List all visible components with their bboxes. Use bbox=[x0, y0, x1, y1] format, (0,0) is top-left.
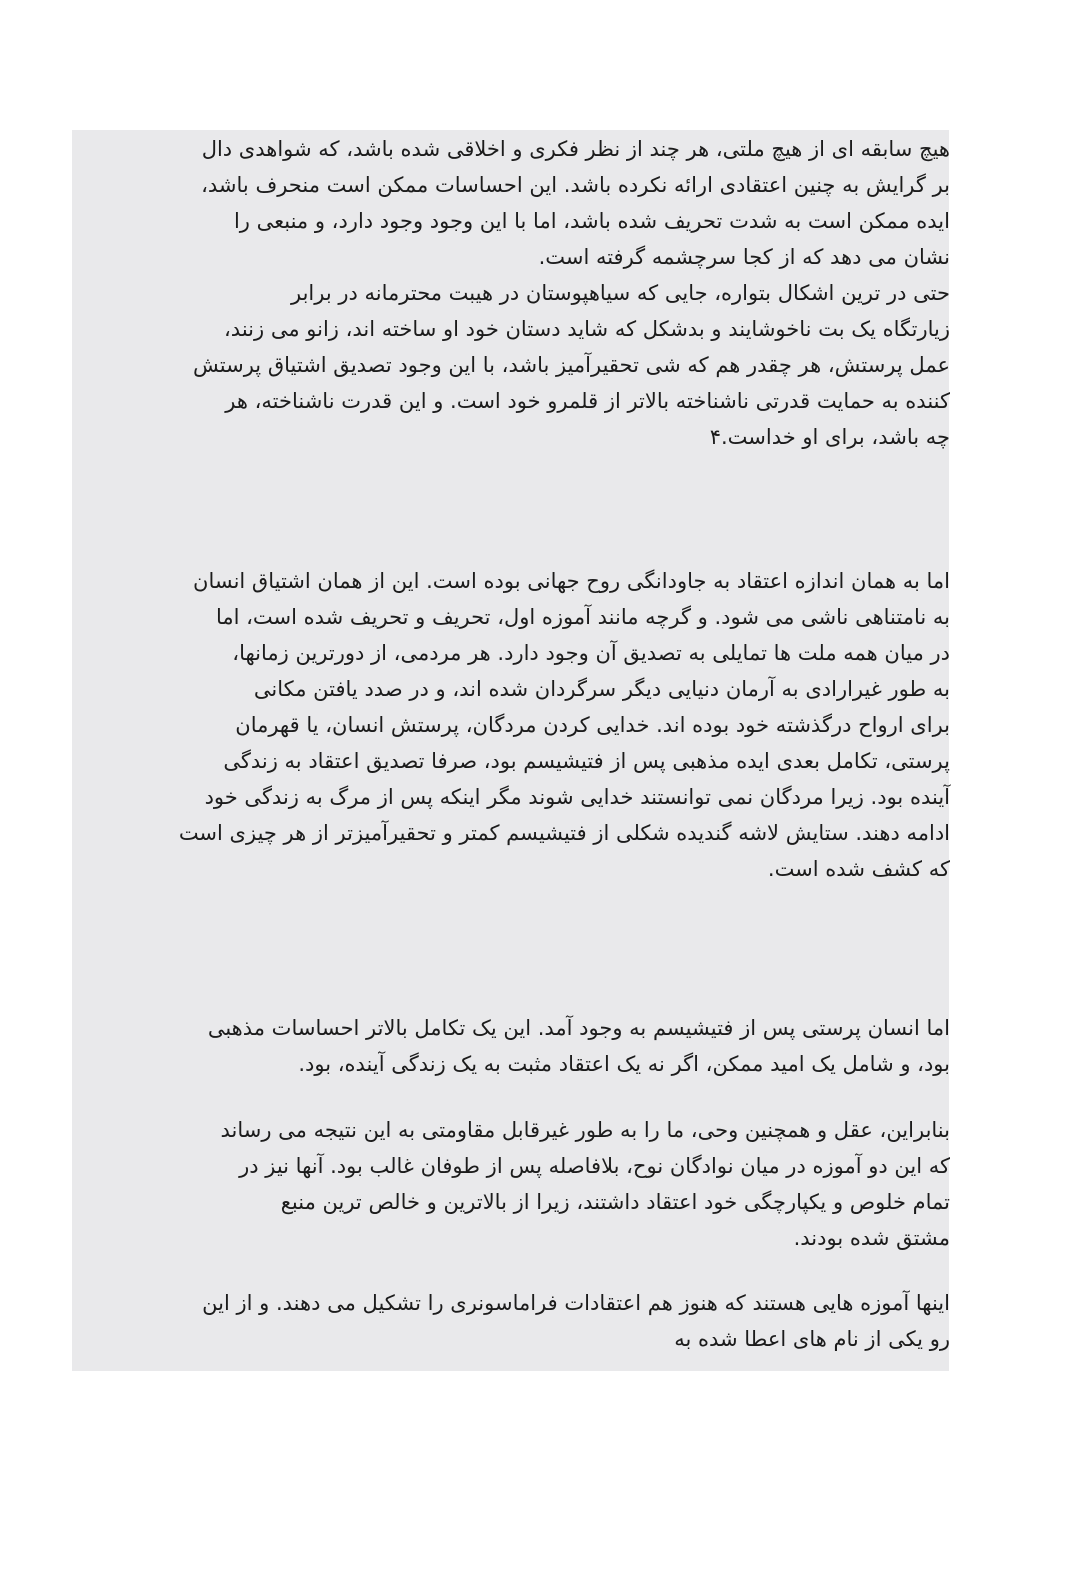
paragraph-line: به نامتناهی ناشی می شود. و گرچه مانند آموزه اول، تحریف و تحریف شده است، اما bbox=[215, 605, 950, 629]
paragraph-line: اما به همان اندازه اعتقاد به جاودانگی روح جهانی بوده است. این از همان اشتیاق انسان bbox=[193, 569, 950, 593]
paragraph-1 bbox=[150, 131, 950, 455]
paragraph-line: برای ارواح درگذشته خود بوده اند. خدایی کردن مردگان، پرستش انسان، یا قهرمان bbox=[235, 713, 950, 737]
paragraph-4 bbox=[150, 1112, 950, 1256]
paragraph-line: که کشف شده است. bbox=[767, 857, 950, 881]
paragraph-line: زیارتگاه یک بت ناخوشایند و بدشکل که شاید دستان خود او ساخته اند، زانو می زنند، bbox=[224, 317, 950, 341]
paragraph-line: کننده به حمایت قدرتی ناشناخته بالاتر از قلمرو خود است. و این قدرت ناشناخته، هر bbox=[225, 389, 950, 413]
paragraph-line: عمل پرستش، هر چقدر هم که شی تحقیرآمیز باشد، با این وجود تصدیق اشتیاق پرستش bbox=[193, 353, 950, 377]
paragraph-line: آینده بود. زیرا مردگان نمی توانستند خدایی شوند مگر اینکه پس از مرگ به زندگی خود bbox=[204, 785, 950, 809]
paragraph-line: بود، و شامل یک امید ممکن، اگر نه یک اعتقاد مثبت به یک زندگی آینده، بود. bbox=[298, 1052, 950, 1076]
paragraph-line: هیچ سابقه ای از هیچ ملتی، هر چند از نظر فکری و اخلاقی شده باشد، که شواهدی دال bbox=[201, 137, 950, 161]
paragraph-line: اینها آموزه هایی هستند که هنوز هم اعتقادات فراماسونری را تشکیل می دهند. و از این bbox=[202, 1291, 950, 1315]
paragraph-line: حتی در ترین اشکال بتواره، جایی که سیاهپوستان در هیبت محترمانه در برابر bbox=[290, 281, 950, 305]
paragraph-line: بر گرایش به چنین اعتقادی ارائه نکرده باشد. این احساسات ممکن است منحرف باشد، bbox=[201, 173, 950, 197]
paragraph-line: که این دو آموزه در میان نوادگان نوح، بلافاصله پس از طوفان غالب بود. آنها نیز در bbox=[239, 1154, 950, 1178]
paragraph-line: تمام خلوص و یکپارچگی خود اعتقاد داشتند، زیرا از بالاترین و خالص ترین منبع bbox=[280, 1190, 950, 1214]
paragraph-line: ایده ممکن است به شدت تحریف شده باشد، اما با این وجود وجود دارد، و منبعی را bbox=[233, 209, 950, 233]
paragraph-line: به طور غیرارادی به آرمان دنیایی دیگر سرگردان شده اند، و در صدد یافتن مکانی bbox=[253, 677, 950, 701]
paragraph-line: چه باشد، برای او خداست.۴ bbox=[709, 425, 950, 449]
paragraph-line: اما انسان پرستی پس از فتیشیسم به وجود آمد. این یک تکامل بالاتر احساسات مذهبی bbox=[207, 1016, 950, 1040]
paragraph-line: مشتق شده بودند. bbox=[793, 1226, 950, 1250]
paragraph-line: نشان می دهد که از کجا سرچشمه گرفته است. bbox=[538, 245, 950, 269]
paragraph-line: ادامه دهند. ستایش لاشه گندیده شکلی از فتیشیسم کمتر و تحقیرآمیزتر از هر چیزی است bbox=[178, 821, 950, 845]
paragraph-line: در میان همه ملت ها تمایلی به تصدیق آن وجود دارد. هر مردمی، از دورترین زمانها، bbox=[232, 641, 950, 665]
paragraph-5 bbox=[150, 1285, 950, 1357]
paragraph-2 bbox=[150, 563, 950, 887]
paragraph-line: پرستی، تکامل بعدی ایده مذهبی پس از فتیشیسم بود، صرفا تصدیق اعتقاد به زندگی bbox=[223, 749, 950, 773]
paragraph-line: رو یکی از نام های اعطا شده به bbox=[674, 1327, 950, 1351]
paragraph-line: بنابراین، عقل و همچنین وحی، ما را به طور غیرقابل مقاومتی به این نتیجه می رساند bbox=[220, 1118, 950, 1142]
paragraph-3 bbox=[150, 1010, 950, 1082]
